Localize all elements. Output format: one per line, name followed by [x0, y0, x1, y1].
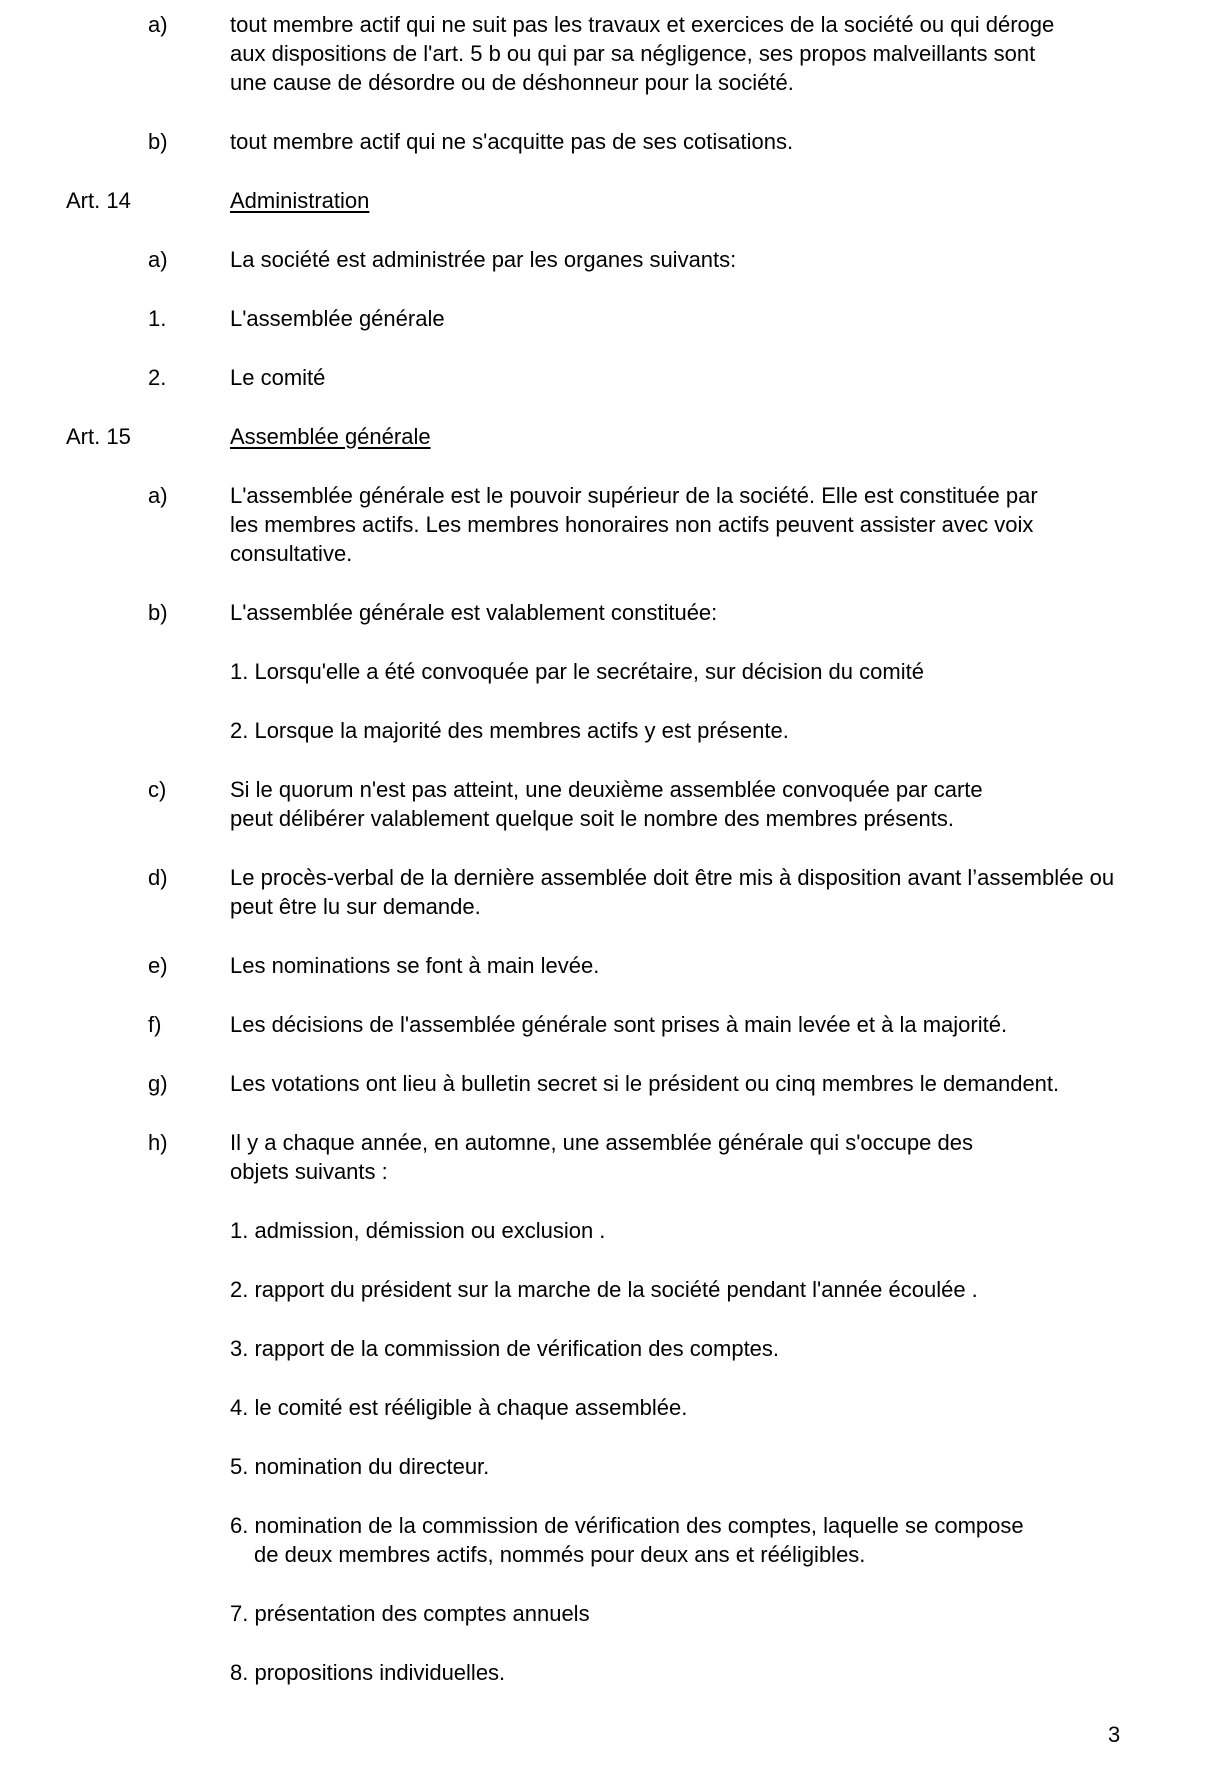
- sub-item-text: 6. nomination de la commission de vérification des comptes, laquelle se compose de deux membres actifs, nommés pour deux ans et rééligibles.: [230, 1513, 1024, 1567]
- clause-marker: b): [148, 600, 168, 625]
- item-marker: 1.: [148, 306, 167, 331]
- clause-text: Les votations ont lieu à bulletin secret si le président ou cinq membres le demandent.: [230, 1071, 1060, 1096]
- clause-marker: f): [148, 1012, 162, 1037]
- sub-item-text: 2. Lorsque la majorité des membres actifs y est présente.: [230, 718, 789, 743]
- clause-marker: a): [148, 483, 168, 508]
- clause-text: L'assemblée générale est le pouvoir supérieur de la société. Elle est constituée par les membres actifs. Les membres honoraires non actifs peuvent assister avec voix consultative.: [230, 483, 1038, 566]
- clause-marker: h): [148, 1130, 168, 1155]
- sub-item-text: 1. admission, démission ou exclusion .: [230, 1218, 606, 1243]
- clause-marker: g): [148, 1071, 168, 1096]
- item-text: L'assemblée générale: [230, 306, 445, 331]
- sub-item-text: 3. rapport de la commission de vérification des comptes.: [230, 1336, 780, 1361]
- article-title: Administration: [230, 188, 370, 213]
- clause-marker: e): [148, 953, 168, 978]
- page-number: 3: [1108, 1722, 1121, 1747]
- article-title: Assemblée générale: [230, 424, 431, 449]
- sub-item-text: 4. le comité est rééligible à chaque assemblée.: [230, 1395, 688, 1420]
- sub-item-text: 7. présentation des comptes annuels: [230, 1601, 590, 1626]
- item-marker: 2.: [148, 365, 167, 390]
- clause-text: Si le quorum n'est pas atteint, une deuxième assemblée convoquée par carte peut délibérer valablement quelque soit le nombre des membres présents.: [230, 777, 983, 831]
- sub-item-text: 2. rapport du président sur la marche de la société pendant l'année écoulée .: [230, 1277, 978, 1302]
- clause-text: Il y a chaque année, en automne, une assemblée générale qui s'occupe des objets suivants :: [230, 1130, 973, 1184]
- article-number: Art. 14: [66, 188, 131, 213]
- sub-item-text: 8. propositions individuelles.: [230, 1660, 506, 1685]
- clause-marker: d): [148, 865, 168, 890]
- clause-marker: c): [148, 777, 167, 802]
- clause-text: Les décisions de l'assemblée générale sont prises à main levée et à la majorité.: [230, 1012, 1008, 1037]
- clause-text: La société est administrée par les organes suivants:: [230, 247, 737, 272]
- sub-item-text: 1. Lorsqu'elle a été convoquée par le secrétaire, sur décision du comité: [230, 659, 924, 684]
- article-number: Art. 15: [66, 424, 131, 449]
- clause-marker: a): [148, 12, 168, 37]
- sub-item-text: 5. nomination du directeur.: [230, 1454, 490, 1479]
- clause-text: Les nominations se font à main levée.: [230, 953, 600, 978]
- clause-text: Le procès-verbal de la dernière assemblée doit être mis à disposition avant l’assemblée ou peut être lu sur demande.: [230, 865, 1115, 919]
- clause-marker: a): [148, 247, 168, 272]
- clause-text: tout membre actif qui ne s'acquitte pas de ses cotisations.: [230, 129, 794, 154]
- clause-text: tout membre actif qui ne suit pas les travaux et exercices de la société ou qui déroge aux dispositions de l'art. 5 b ou qui par sa négligence, ses propos malveillants sont une cause de désordre ou de déshonneur pour la société.: [230, 12, 1055, 95]
- clause-text: L'assemblée générale est valablement constituée:: [230, 600, 718, 625]
- clause-marker: b): [148, 129, 168, 154]
- item-text: Le comité: [230, 365, 326, 390]
